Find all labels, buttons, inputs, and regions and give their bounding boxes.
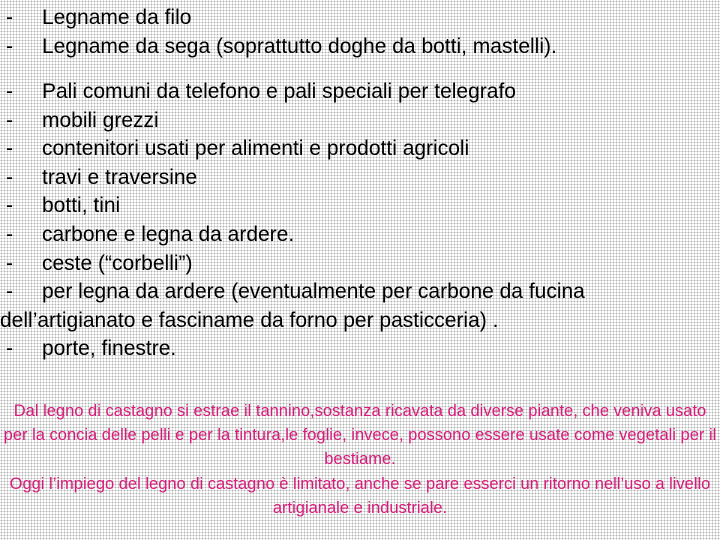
list-item [0,221,720,250]
bullet-dash: - [6,222,13,246]
bullet-dash: - [6,137,13,161]
note-paragraph-today: Oggi l’impiego del legno di castagno è limitato, anche se pare esserci un ritorno nell’uso a livello artigianale e industriale. [9,474,711,517]
bullet-dash: - [6,337,13,361]
list-item-text: Pali comuni da telefono e pali speciali per telegrafo [42,80,516,103]
wood-products-list-primary [0,4,720,61]
bullet-dash: - [6,80,13,103]
note-paragraph-tannin: Dal legno di castagno si estrae il tannino,sostanza ricavata da diverse piante, che veniva usato per la concia delle pelli e per la tintura,le foglie, invece, possono essere usate come vegetali per il bestiame. [3,402,717,469]
list-item-text: Legname da filo [42,6,192,29]
list-item-text: contenitori usati per alimenti e prodotti agricoli [42,137,470,161]
list-item [0,33,720,62]
list-item-text: carbone e legna da ardere. [42,222,295,246]
bullet-dash: - [6,6,13,29]
chestnut-note [0,399,720,520]
list-item [0,335,720,364]
list-item [0,135,720,164]
bullet-dash: - [6,251,13,275]
list-item-text: botti, tini [42,194,121,218]
list-item-text: Legname da sega (soprattutto doghe da botti, mastelli). [42,34,557,58]
list-item [0,192,720,221]
bullet-dash: - [6,34,13,58]
list-item-text: mobili grezzi [42,108,159,132]
list-item [0,78,720,107]
list-item-text: per legna da ardere (eventualmente per carbone da fucina dell’artigianato e fasciname da forno per pasticceria) . [0,280,585,332]
list-item [0,107,720,136]
list-item [0,4,720,33]
bullet-dash: - [6,108,13,132]
list-item [0,164,720,193]
bullet-dash: - [6,194,13,218]
list-item-text: travi e traversine [42,165,198,189]
list-item [0,250,720,279]
bullet-dash: - [6,280,13,304]
list-item-text: ceste (“corbelli”) [42,251,193,275]
list-item [0,278,720,335]
wood-products-list-secondary [0,78,720,364]
list-item-text: porte, finestre. [42,337,177,361]
bullet-dash: - [6,165,13,189]
